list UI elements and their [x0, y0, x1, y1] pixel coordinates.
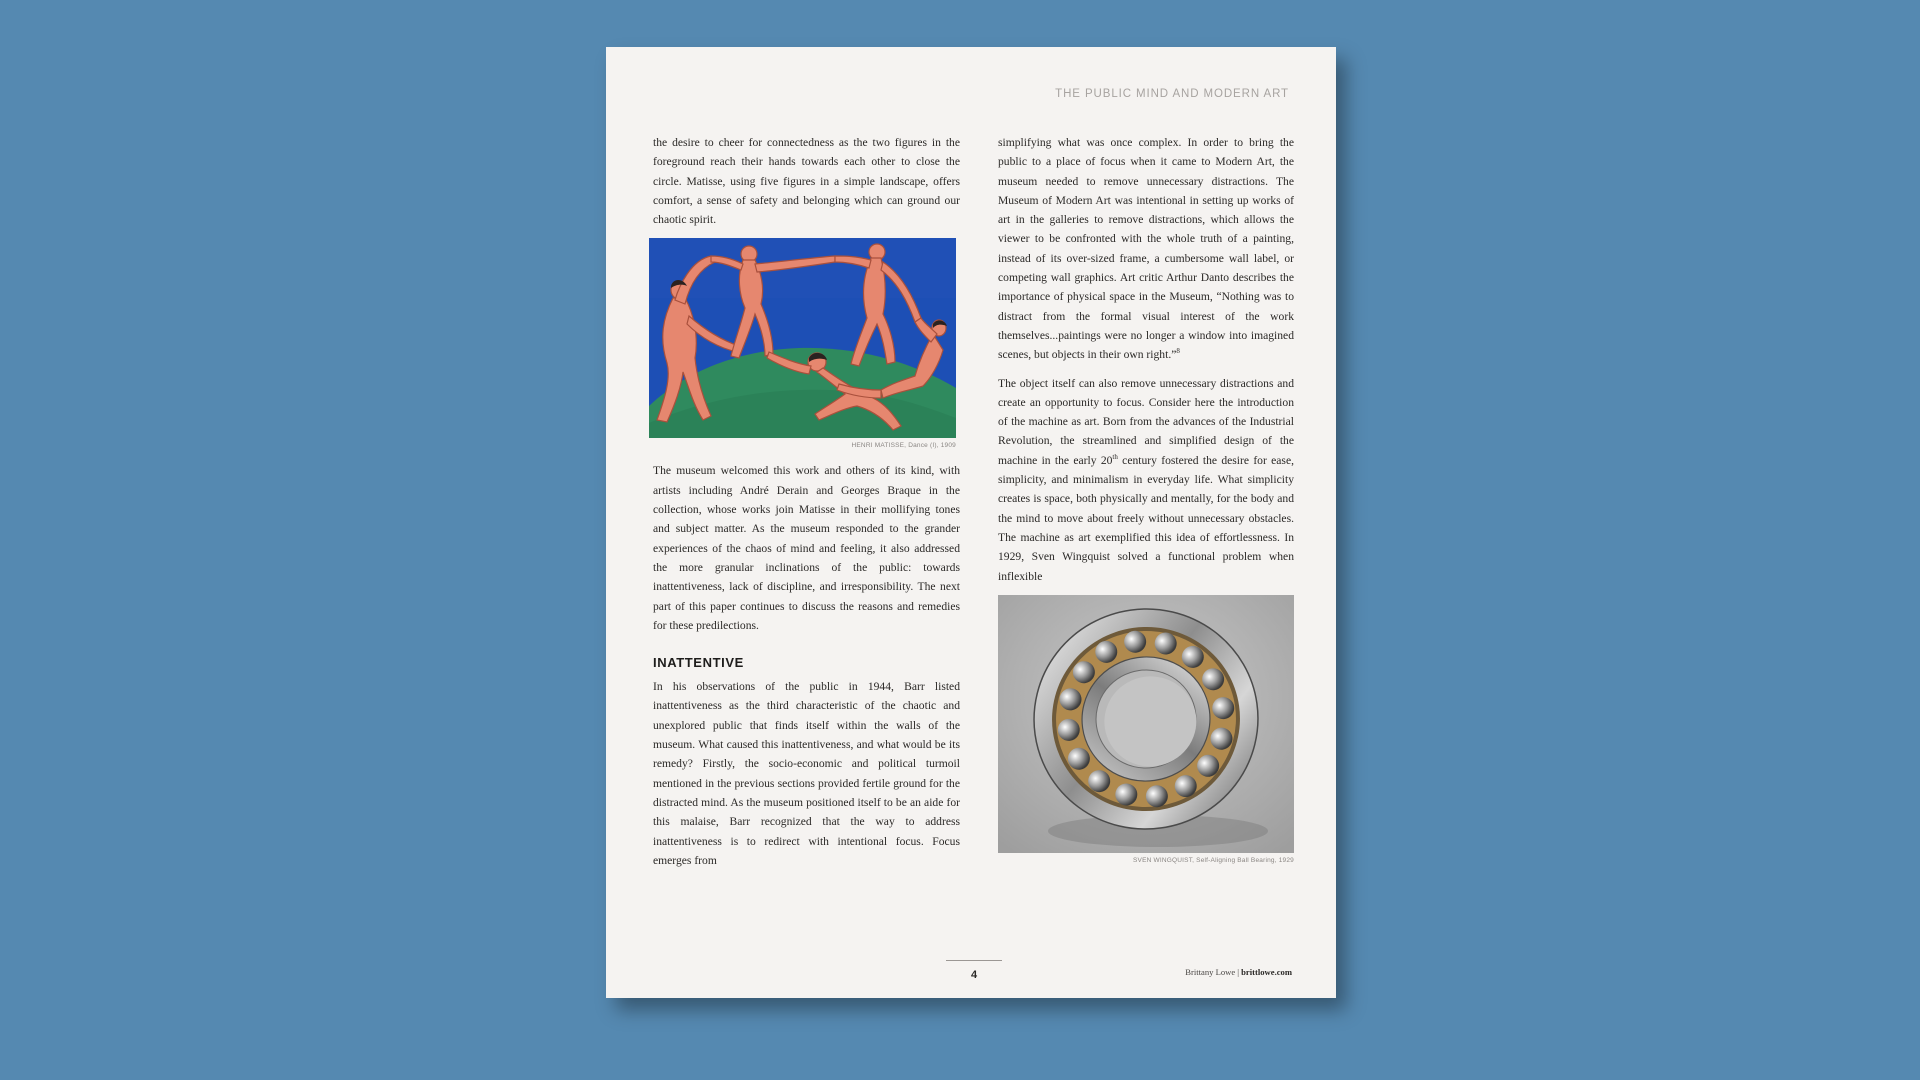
figure-ball-bearing [998, 595, 1294, 864]
ball-bearing-photo [998, 595, 1294, 853]
dance-caption: HENRI MATISSE, Dance (I), 1909 [851, 442, 956, 450]
left-column [653, 133, 960, 879]
right-paragraph-2: The object itself can also remove unnecessary distractions and create an opportunity to focus. Consider here the introduction of the machine as art. Born from the advances of the Industrial Revolution, the streamlined and simplified design of the machine in the early 20th century fostered the desire for ease, simplicity, and minimalism in everyday life. What simplicity creates is space, both physically and mentally, for the body and the mind to move about freely without unnecessary obstacles. The machine as art exemplified this idea of effortlessness. In 1929, Sven Wingquist solved a functional problem when inflexible [998, 376, 1294, 583]
matisse-dance-painting [649, 238, 956, 438]
page-number: 4 [970, 969, 978, 981]
footer-credit: Brittany Lowe | brittlowe.com [1185, 967, 1292, 977]
bearing-caption: SVEN WINGQUIST, Self-Aligning Ball Bearing, 1929 [1133, 856, 1294, 864]
section-heading-inattentive: INATTENTIVE [653, 655, 744, 671]
footnote-marker: 8 [1176, 347, 1180, 356]
footer-rule [946, 960, 1002, 961]
left-paragraph-3: In his observations of the public in 1944, Barr listed inattentiveness as the third characteristic of the chaotic and unexplored public that finds itself within the walls of the museum. What caused this inattentiveness, and what would be its remedy? Firstly, the socio-economic and political turmoil mentioned in the previous sections provided fertile ground for the distracted mind. As the museum positioned itself to be an aide for this malaise, Barr recognized that the way to address inattentiveness is to redirect with intentional focus. Focus emerges from [653, 680, 960, 867]
document-page [606, 47, 1336, 998]
right-paragraph-1: simplifying what was once complex. In order to bring the public to a place of focus when it came to Modern Art, the museum needed to remove unnecessary distractions. The Museum of Modern Art was intentional in setting up works of art in the galleries to remove distractions, which allows the viewer to be confronted with the whole truth of a painting, instead of its over-sized frame, a cumbersome wall label, or competing wall graphics. Art critic Arthur Danto describes the importance of physical space in the Museum, “Nothing was to distract from the formal visual interest of the work themselves...paintings were no longer a window into imagined scenes, but objects in their own right.”$^8$ [998, 136, 1294, 362]
footer-website: brittlowe.com [1241, 967, 1292, 977]
figure-matisse-dance [649, 238, 956, 449]
running-head: THE PUBLIC MIND AND MODERN ART [1055, 88, 1289, 100]
left-paragraph-2: The museum welcomed this work and others of its kind, with artists including André Derain and Georges Braque in the collection, whose works join Matisse in their mollifying tones and subject matter. As the museum responded to the grander experiences of the chaos of mind and feeling, it also addressed the more granular inclinations of the public: towards inattentiveness, lack of discipline, and irresponsibility. The next part of this paper continues to discuss the reasons and remedies for these predilections. [653, 464, 960, 632]
left-paragraph-1: the desire to cheer for connectedness as the two figures in the foreground reach their hands towards each other to close the circle. Matisse, using five figures in a simple landscape, offers comfort, a sense of safety and belonging which can ground our chaotic spirit. [653, 136, 960, 227]
right-column [998, 133, 1294, 864]
